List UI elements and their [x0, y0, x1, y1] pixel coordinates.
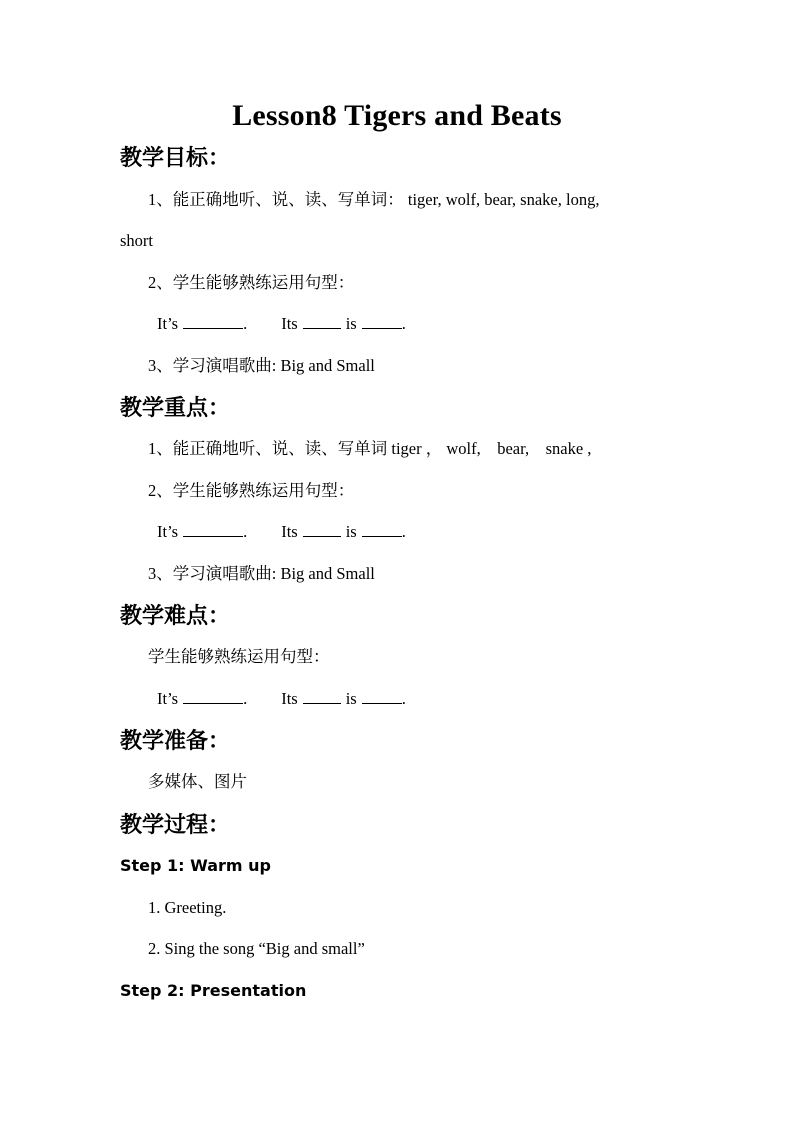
objectives-item-1-cont: short: [120, 231, 153, 250]
pattern-its2: Its: [281, 689, 298, 708]
pattern-end: .: [401, 689, 406, 708]
objectives-heading: 教学目标：: [120, 146, 231, 171]
keypoints-item-2: 2、学生能够熟练运用句型：: [148, 481, 355, 500]
answer-blank: [183, 702, 243, 704]
pattern-end: .: [401, 314, 406, 333]
objectives-sentence-pattern: [157, 316, 406, 333]
step-2-heading: Step 2: Presentation: [120, 981, 307, 1000]
pattern-dot: .: [243, 689, 248, 708]
step-1-item-1: 1. Greeting.: [148, 898, 227, 917]
difficulties-heading: 教学难点：: [120, 604, 231, 629]
answer-blank: [183, 535, 243, 537]
objectives-item-3: 3、学习演唱歌曲: Big and Small: [148, 356, 375, 375]
pattern-its2: Its: [281, 522, 298, 541]
page-title: Lesson8 Tigers and Beats: [232, 99, 562, 132]
process-heading: 教学过程：: [120, 813, 231, 838]
keypoints-item-3: 3、学习演唱歌曲: Big and Small: [148, 564, 375, 583]
keypoints-heading: 教学重点：: [120, 396, 231, 421]
preparation-item-1: 多媒体、图片: [148, 772, 247, 791]
answer-blank: [362, 327, 402, 329]
answer-blank: [303, 702, 341, 704]
step-1-heading: Step 1: Warm up: [120, 856, 271, 875]
difficulties-sentence-pattern: [157, 691, 406, 708]
pattern-end: .: [401, 522, 406, 541]
keypoints-sentence-pattern: [157, 524, 406, 541]
pattern-its2: Its: [281, 314, 298, 333]
step-1-item-2: 2. Sing the song “Big and small”: [148, 939, 365, 958]
keypoints-item-1: 1、能正确地听、说、读、写单词 tiger ， wolf, bear, snake ,: [148, 439, 592, 458]
pattern-is: is: [345, 689, 357, 708]
answer-blank: [183, 327, 243, 329]
answer-blank: [362, 535, 402, 537]
pattern-its: It’s: [157, 314, 179, 333]
answer-blank: [303, 327, 341, 329]
difficulties-item-1: 学生能够熟练运用句型：: [148, 647, 330, 666]
pattern-is: is: [345, 522, 357, 541]
answer-blank: [362, 702, 402, 704]
pattern-is: is: [345, 314, 357, 333]
pattern-dot: .: [243, 522, 248, 541]
pattern-its: It’s: [157, 689, 179, 708]
objectives-item-1: 1、能正确地听、说、读、写单词： tiger, wolf, bear, snake, long,: [148, 190, 600, 209]
pattern-dot: .: [243, 314, 248, 333]
answer-blank: [303, 535, 341, 537]
objectives-item-2: 2、学生能够熟练运用句型：: [148, 273, 355, 292]
pattern-its: It’s: [157, 522, 179, 541]
preparation-heading: 教学准备：: [120, 729, 231, 754]
